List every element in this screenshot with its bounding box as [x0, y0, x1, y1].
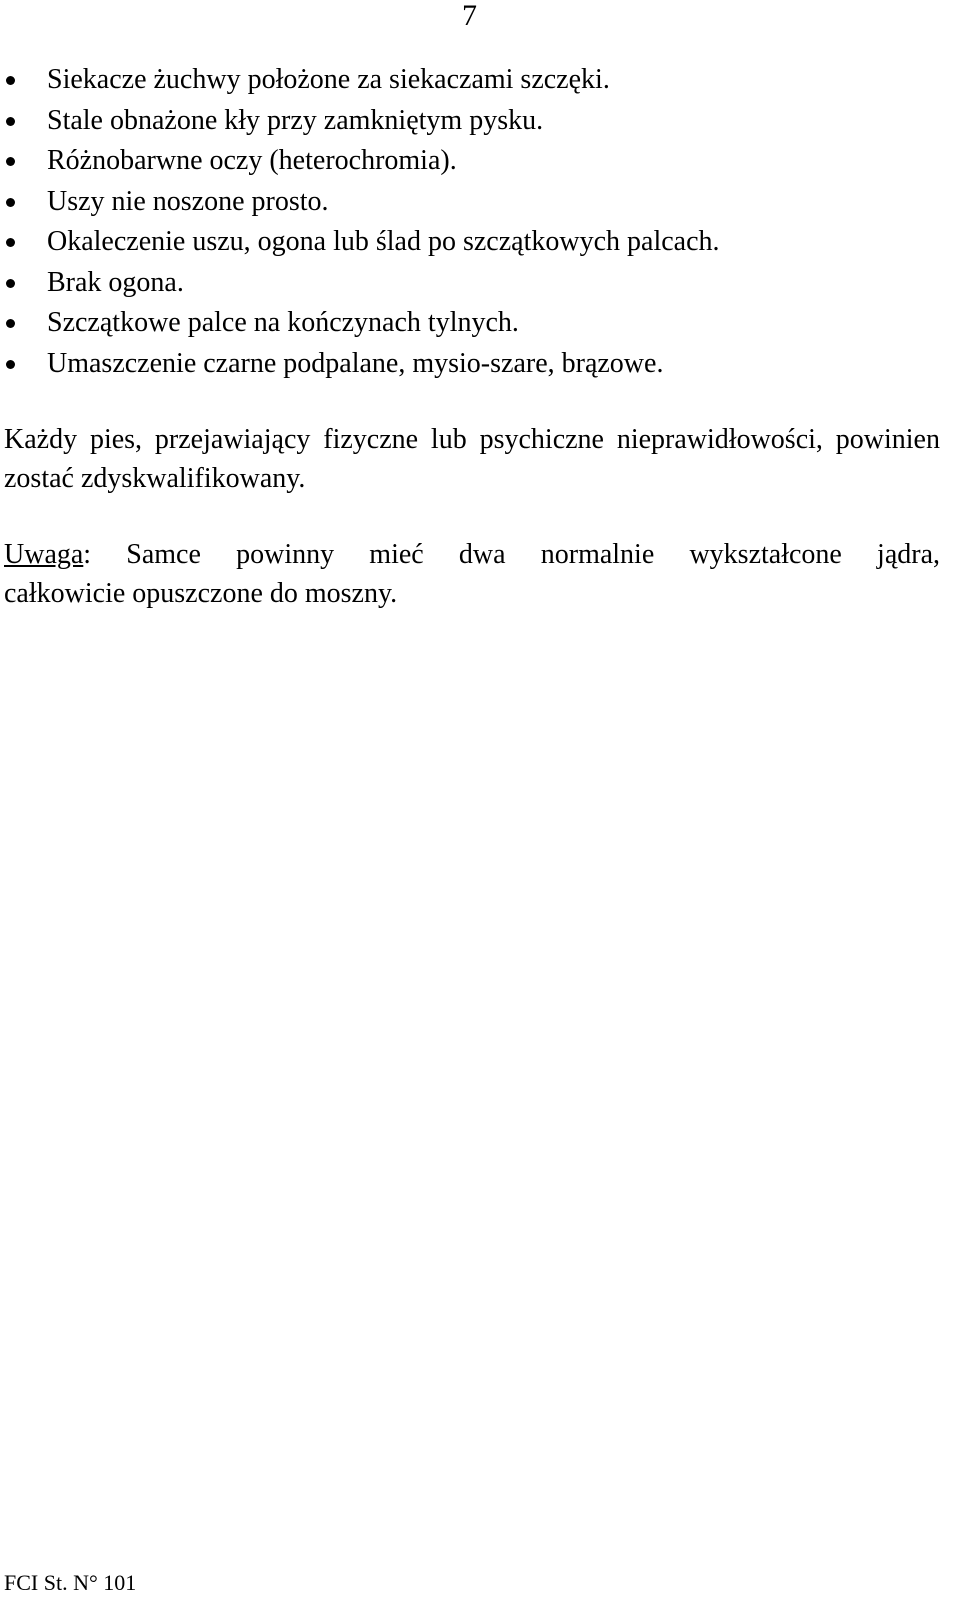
list-item-text: Szczątkowe palce na kończynach tylnych.: [47, 307, 519, 338]
disqualification-paragraph: Każdy pies, przejawiający fizyczne lub psychiczne nieprawidłowości, powinien zostać zdyskwalifikowany.: [4, 424, 940, 494]
list-item: [0, 101, 720, 142]
footer-standard-number: FCI St. N° 101: [4, 1570, 137, 1595]
fault-bullet-list: [0, 60, 720, 384]
list-item: [0, 303, 720, 344]
bullet-icon: [6, 238, 15, 247]
bullet-icon: [6, 198, 15, 207]
list-item: [0, 60, 720, 101]
list-item: [0, 141, 720, 182]
list-item-text: Różnobarwne oczy (heterochromia).: [47, 145, 457, 176]
list-item: [0, 344, 720, 385]
list-item-text: Uszy nie noszone prosto.: [47, 185, 329, 217]
list-item-text: Umaszczenie czarne podpalane, mysio-szare, brązowe.: [47, 347, 664, 379]
note-label: Uwaga: [4, 539, 84, 570]
note-paragraph: [4, 535, 940, 613]
bullet-icon: [6, 76, 15, 85]
note-line-1: [4, 535, 940, 574]
list-item-text: Brak ogona.: [47, 266, 184, 298]
list-item: [0, 182, 720, 223]
list-item-text: Okaleczenie uszu, ogona lub ślad po szczątkowych palcach.: [47, 226, 720, 257]
bullet-icon: [6, 117, 15, 126]
page-number: 7: [462, 0, 477, 32]
list-item: [0, 263, 720, 304]
note-text-line-2: całkowicie opuszczone do moszny.: [4, 578, 398, 609]
bullet-icon: [6, 360, 15, 369]
list-item-text: Siekacze żuchwy położone za siekaczami szczęki.: [47, 64, 610, 95]
note-separator: :: [83, 539, 92, 570]
list-item: [0, 222, 720, 263]
bullet-icon: [6, 157, 15, 166]
note-text-line-1: Samce powinny mieć dwa normalnie wykształcone jądra,: [91, 539, 940, 570]
list-item-text: Stale obnażone kły przy zamkniętym pysku.: [47, 104, 544, 136]
bullet-icon: [6, 279, 15, 288]
bullet-icon: [6, 319, 15, 328]
